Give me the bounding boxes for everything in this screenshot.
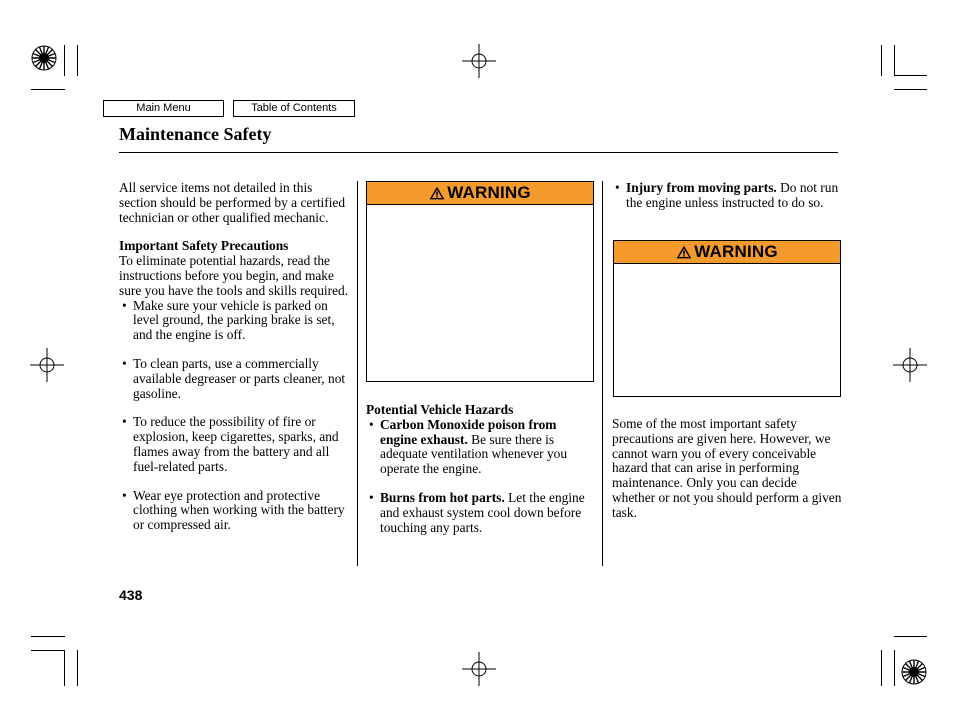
sunburst-target-top-left bbox=[31, 45, 57, 71]
warning-box-2 bbox=[613, 240, 841, 397]
main-menu-button[interactable]: Main Menu bbox=[103, 100, 224, 117]
hazard-title: Injury from moving parts. bbox=[626, 180, 777, 195]
closing-paragraph: Some of the most important safety precautions are given here. However, we cannot warn you of every conceivable hazard that can arise in performing maintenance. Only you can decide whether or not you should perform a given task. bbox=[612, 416, 842, 520]
title-rule bbox=[119, 152, 838, 153]
warning-label: WARNING bbox=[694, 242, 778, 261]
hazard-title: Burns from hot parts. bbox=[380, 489, 505, 505]
table-of-contents-button[interactable]: Table of Contents bbox=[233, 100, 355, 117]
hazard-text: Let the engine and exhaust system cool down before touching any parts. bbox=[380, 489, 585, 535]
column-2 bbox=[366, 403, 596, 535]
vehicle-hazards-heading: Potential Vehicle Hazards bbox=[366, 402, 514, 417]
sunburst-target-bottom-right bbox=[901, 659, 927, 685]
warning-label: WARNING bbox=[447, 183, 531, 202]
column-divider-2 bbox=[602, 181, 603, 566]
list-item bbox=[366, 491, 596, 535]
safety-precautions-heading: Important Safety Precautions bbox=[119, 238, 289, 254]
page-number: 438 bbox=[119, 587, 143, 603]
registration-mark-right bbox=[893, 348, 927, 382]
page-title: Maintenance Safety bbox=[119, 124, 272, 144]
hazard-text: Do not run the engine unless instructed to do so. bbox=[626, 180, 839, 210]
registration-mark-bottom bbox=[462, 652, 496, 686]
warning-header bbox=[367, 182, 593, 205]
list-item bbox=[612, 181, 840, 211]
hazard-text: Be sure there is adequate ventilation whenever you operate the engine. bbox=[380, 431, 568, 477]
list-item: • Make sure your vehicle is parked on level ground, the parking brake is set, and the engine is off. bbox=[119, 299, 351, 343]
list-item bbox=[366, 418, 596, 477]
column-1 bbox=[119, 181, 351, 533]
safety-precautions-lead: To eliminate potential hazards, read the instructions before you begin, and make sure you have the tools and skills required. bbox=[119, 253, 349, 298]
warning-triangle-icon bbox=[676, 245, 692, 259]
registration-mark-left bbox=[30, 348, 64, 382]
list-item: • To clean parts, use a commercially available degreaser or parts cleaner, not gasoline. bbox=[119, 357, 351, 401]
column-3-top bbox=[612, 181, 840, 211]
registration-mark-top bbox=[462, 44, 496, 78]
hazard-title: Carbon Monoxide poison from engine exhaust. bbox=[380, 416, 557, 447]
warning-triangle-icon bbox=[429, 186, 445, 200]
warning-header bbox=[614, 241, 840, 264]
warning-box-1 bbox=[366, 181, 594, 382]
intro-paragraph: All service items not detailed in this section should be performed by a certified technician or other qualified mechanic. bbox=[119, 180, 346, 225]
list-item: • Wear eye protection and protective clothing when working with the battery or compressed air. bbox=[119, 489, 351, 533]
list-item: • To reduce the possibility of fire or explosion, keep cigarettes, sparks, and flames away from the battery and all fuel-related parts. bbox=[119, 415, 351, 474]
column-divider-1 bbox=[357, 181, 358, 566]
